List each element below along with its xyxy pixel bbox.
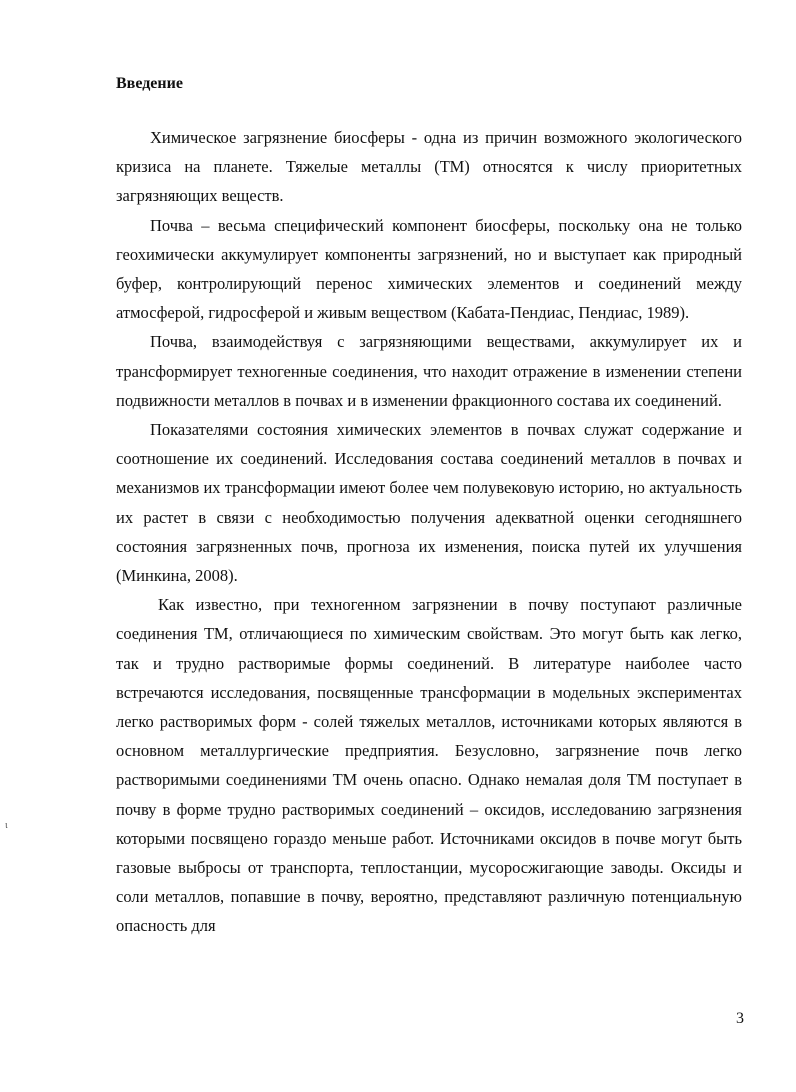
paragraph-2: Почва – весьма специфический компонент биосферы, поскольку она не только геохимически аккумулирует компоненты загрязнений, но и выступает как природный буфер, контролирующий перенос химических элементов и соединений между атмосферой, гидросферой и живым веществом (Кабата-Пендиас, Пендиас, 1989). <box>116 215 742 323</box>
paragraph-1: Химическое загрязнение биосферы - одна из причин возможного экологического кризиса на планете. Тяжелые металлы (ТМ) относятся к числу приоритетных загрязняющих веществ. <box>116 128 742 206</box>
paragraph-5: Как известно, при техногенном загрязнении в почву поступают различные соединения ТМ, отличающиеся по химическим свойствам. Это могут быть как легко, так и трудно растворимые формы соединений. В литературе наиболее часто встречаются исследования, посвященные трансформации в модельных экспериментах легко растворимых форм - солей тяжелых металлов, источниками которых являются в основном металлургические предприятия. Безусловно, загрязнение почв легко растворимыми соединениями ТМ очень опасно. Однако немалая доля ТМ поступает в почву в форме трудно растворимых соединений – оксидов, исследованию загрязнения которыми посвящено гораздо меньше работ. Источниками оксидов в почве могут быть газовые выбросы от транспорта, теплостанции, мусоросжигающие заводы. Оксиды и соли металлов, попавшие в почву, вероятно, представляют различную потенциальную опасность для <box>116 595 742 936</box>
paragraph-3: Почва, взаимодействуя с загрязняющими веществами, аккумулирует их и трансформирует техногенные соединения, что находит отражение в изменении степени подвижности металлов в почвах и в изменении фракционного состава их соединений. <box>116 332 742 410</box>
body-text <box>116 123 742 941</box>
margin-mark: ι <box>5 820 8 831</box>
page-number: 3 <box>736 1010 744 1027</box>
section-heading: Введение <box>116 75 183 92</box>
paragraph-4: Показателями состояния химических элементов в почвах служат содержание и соотношение их соединений. Исследования состава соединений металлов в почвах и механизмов их трансформации имеют более чем полувековую историю, но актуальность их растет в связи с необходимостью получения адекватной оценки сегодняшнего состояния загрязненных почв, прогноза их изменения, поиска путей их улучшения (Минкина, 2008). <box>116 420 742 586</box>
